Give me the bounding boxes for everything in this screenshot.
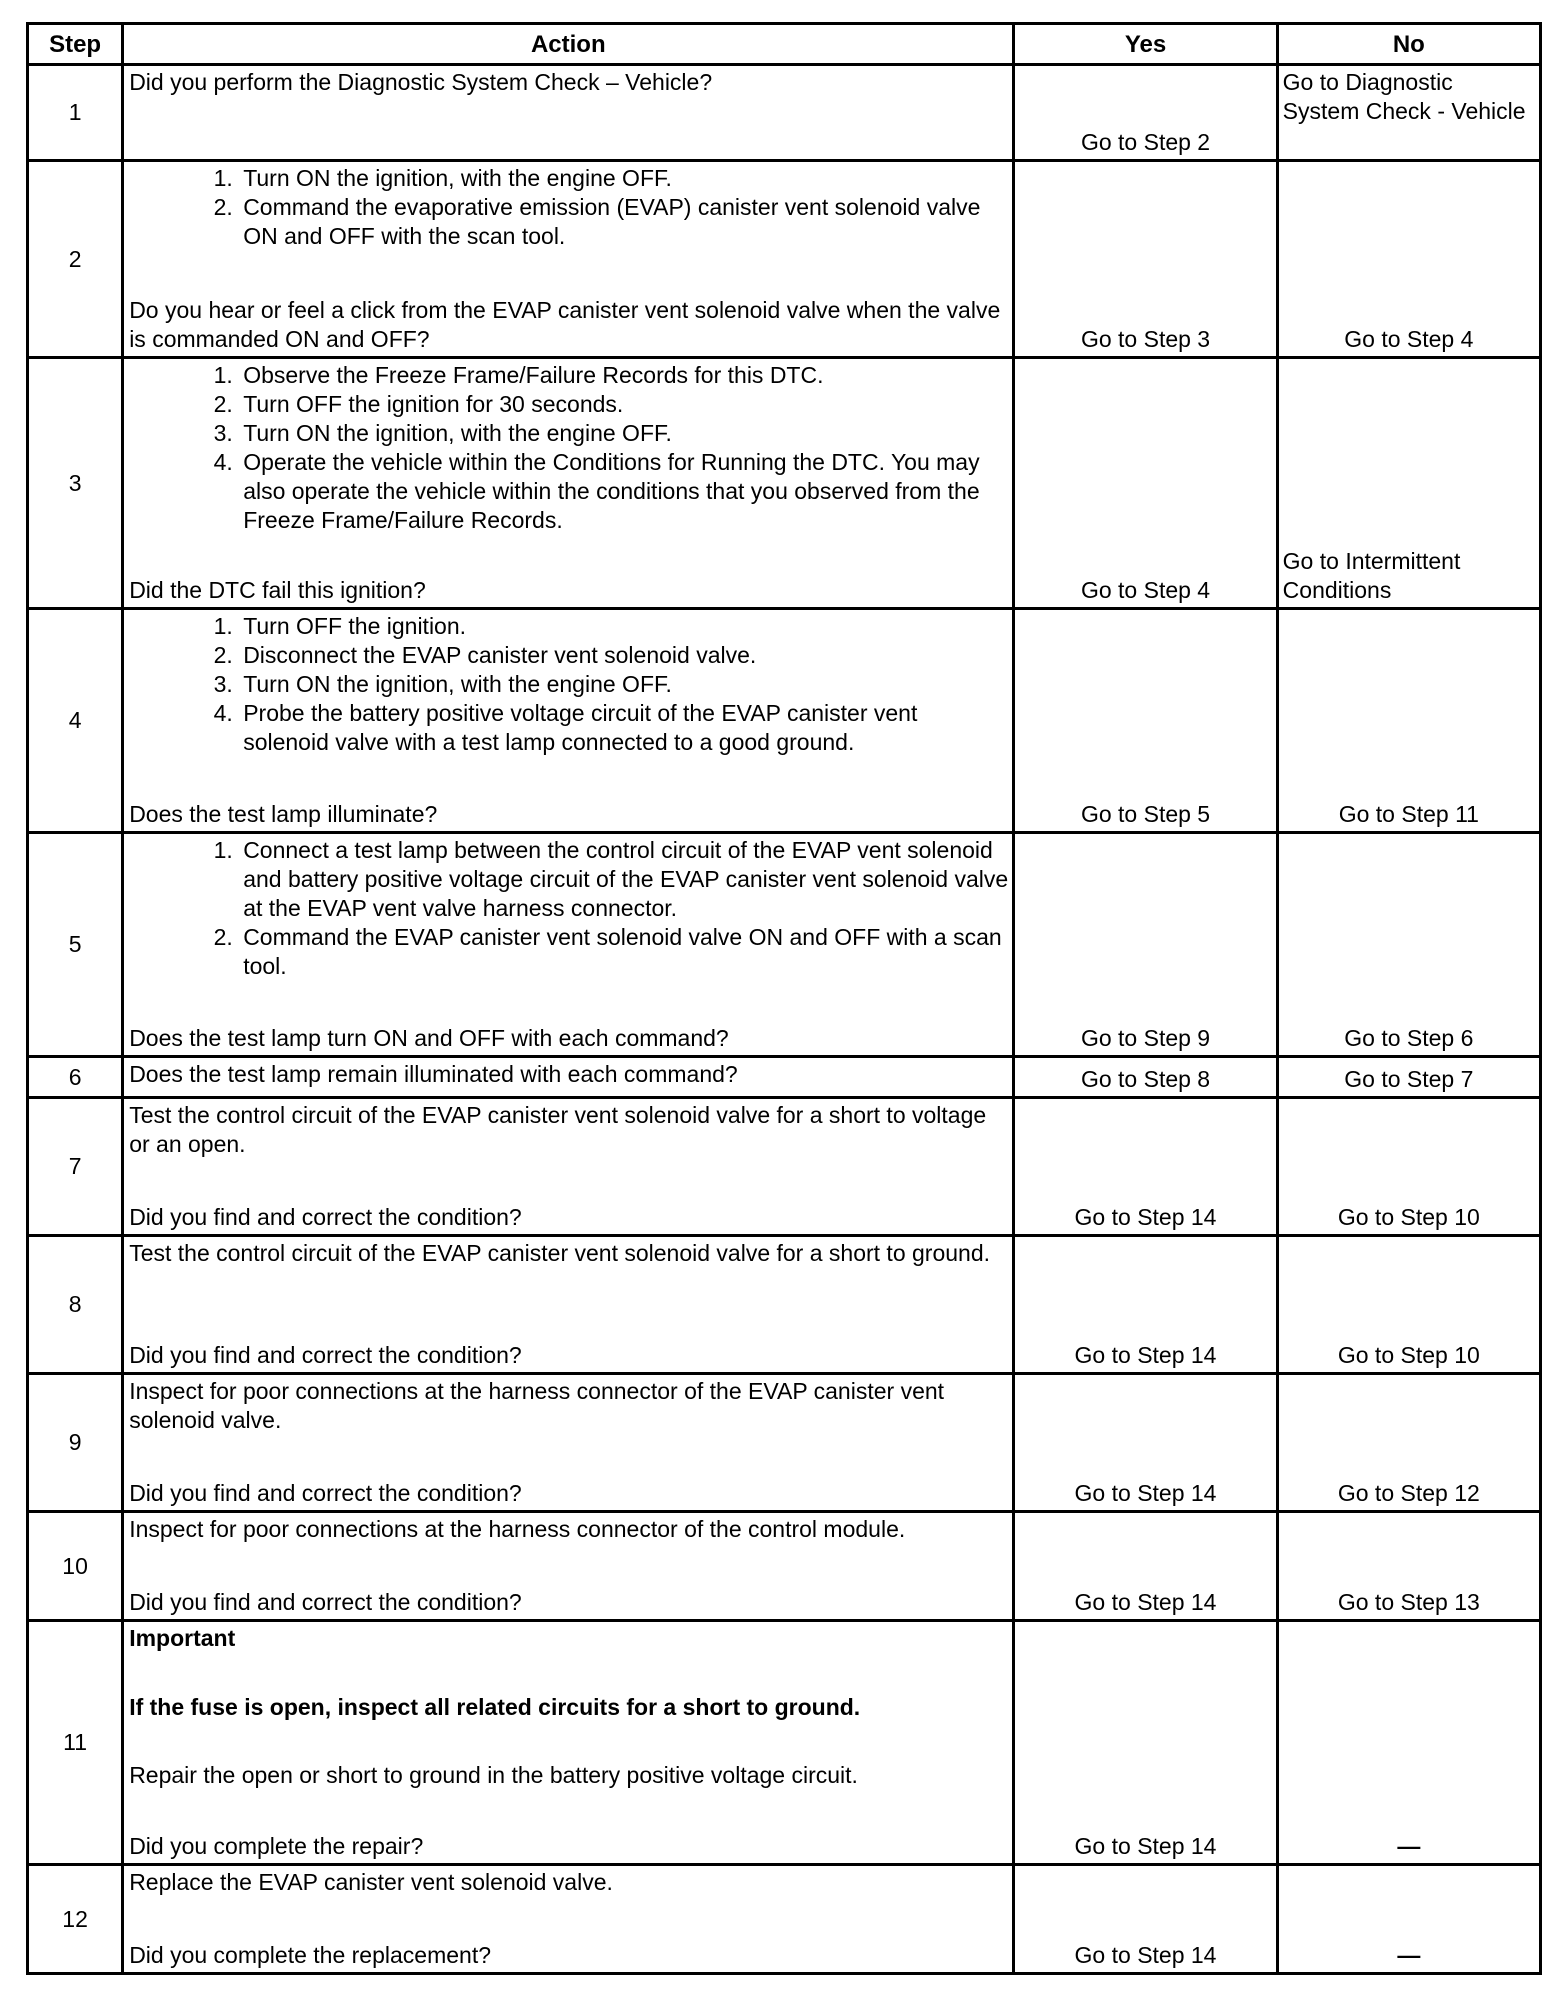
action-step: 2. Command the evaporative emission (EVAP) canister vent solenoid valve ON and OFF with the scan tool. (239, 193, 1008, 251)
question-text: Did the DTC fail this ignition? (129, 577, 426, 603)
step-number: 11 (28, 1621, 123, 1865)
yes-link[interactable]: Go to Step 14 (1074, 1480, 1217, 1506)
action-steps (129, 612, 1008, 757)
action-cell (123, 833, 1014, 1057)
header-row (28, 24, 1541, 65)
no-link[interactable]: Go to Step 11 (1338, 801, 1479, 827)
question-text: Did you find and correct the condition? (129, 1589, 522, 1615)
instruction-text: Test the control circuit of the EVAP canister vent solenoid valve for a short to voltage or an open. (129, 1102, 987, 1157)
header-yes: Yes (1014, 24, 1277, 65)
action-steps (129, 361, 1008, 535)
table-row (28, 1098, 1541, 1236)
action-cell (123, 65, 1014, 161)
no-cell (1277, 609, 1540, 833)
action-step: 1. Turn OFF the ignition. (239, 612, 1008, 641)
action-cell (123, 1512, 1014, 1621)
action-cell (123, 1098, 1014, 1236)
action-cell (123, 1236, 1014, 1374)
step-number: 2 (28, 161, 123, 358)
instruction-text: Inspect for poor connections at the harness connector of the EVAP canister vent solenoid valve. (129, 1378, 945, 1433)
yes-cell (1014, 1621, 1277, 1865)
question-text: Did you find and correct the condition? (129, 1204, 522, 1230)
yes-link[interactable]: Go to Step 2 (1080, 129, 1211, 155)
yes-cell (1014, 161, 1277, 358)
yes-link[interactable]: Go to Step 14 (1074, 1204, 1217, 1230)
question-text: Did you perform the Diagnostic System Check – Vehicle? (129, 69, 713, 95)
yes-link[interactable]: Go to Step 9 (1080, 1025, 1211, 1051)
question-text: Does the test lamp turn ON and OFF with each command? (129, 1025, 729, 1051)
no-cell (1277, 1621, 1540, 1865)
instruction-text: Test the control circuit of the EVAP canister vent solenoid valve for a short to ground. (129, 1240, 991, 1266)
no-cell (1277, 358, 1540, 609)
yes-link[interactable]: Go to Step 14 (1074, 1589, 1217, 1615)
yes-link[interactable]: Go to Step 8 (1080, 1066, 1211, 1092)
step-number: 8 (28, 1236, 123, 1374)
step-number: 7 (28, 1098, 123, 1236)
step-number: 6 (28, 1057, 123, 1098)
yes-link[interactable]: Go to Step 4 (1080, 577, 1211, 603)
no-link[interactable]: Go to Step 10 (1337, 1342, 1480, 1368)
action-step: 2. Command the EVAP canister vent solenoid valve ON and OFF with a scan tool. (239, 923, 1008, 981)
no-dash: — (1397, 1942, 1421, 1968)
action-step: 4. Operate the vehicle within the Conditions for Running the DTC. You may also operate the vehicle within the conditions that you observed from the Freeze Frame/Failure Records. (239, 448, 1008, 535)
table-row (28, 1621, 1541, 1865)
action-cell (123, 1374, 1014, 1512)
table-row (28, 1512, 1541, 1621)
table-row (28, 1236, 1541, 1374)
yes-cell (1014, 833, 1277, 1057)
action-step: 4. Probe the battery positive voltage circuit of the EVAP canister vent solenoid valve with a test lamp connected to a good ground. (239, 699, 1008, 757)
yes-cell (1014, 1098, 1277, 1236)
yes-cell (1014, 65, 1277, 161)
table-row (28, 609, 1541, 833)
table-row (28, 1057, 1541, 1098)
step-number: 3 (28, 358, 123, 609)
action-step: 2. Turn OFF the ignition for 30 seconds. (239, 390, 1008, 419)
yes-link[interactable]: Go to Step 14 (1074, 1833, 1217, 1859)
step-number: 10 (28, 1512, 123, 1621)
step-number: 5 (28, 833, 123, 1057)
action-cell (123, 161, 1014, 358)
instruction-text: Replace the EVAP canister vent solenoid valve. (129, 1869, 613, 1895)
yes-cell (1014, 609, 1277, 833)
no-cell (1277, 1098, 1540, 1236)
question-text: Does the test lamp remain illuminated with each command? (129, 1061, 738, 1087)
action-step: 1. Observe the Freeze Frame/Failure Records for this DTC. (239, 361, 1008, 390)
table-row (28, 1865, 1541, 1974)
yes-cell (1014, 1057, 1277, 1098)
no-dash: — (1397, 1833, 1421, 1859)
no-cell (1277, 161, 1540, 358)
no-link[interactable]: Go to Step 10 (1337, 1204, 1480, 1230)
diagnostic-table-page (26, 22, 1542, 1975)
step-number: 9 (28, 1374, 123, 1512)
action-steps (129, 836, 1008, 981)
table-row (28, 1374, 1541, 1512)
question-text: Did you find and correct the condition? (129, 1480, 522, 1506)
yes-link[interactable]: Go to Step 14 (1074, 1942, 1217, 1968)
no-link[interactable]: Go to Diagnostic System Check - Vehicle (1282, 69, 1526, 124)
action-step: 1. Connect a test lamp between the control circuit of the EVAP vent solenoid and battery positive voltage circuit of the EVAP canister vent solenoid valve at the EVAP vent valve harness connector. (239, 836, 1008, 923)
action-cell (123, 1057, 1014, 1098)
no-link[interactable]: Go to Step 7 (1344, 1066, 1474, 1092)
step-number: 4 (28, 609, 123, 833)
yes-link[interactable]: Go to Step 14 (1074, 1342, 1217, 1368)
table-row (28, 833, 1541, 1057)
instruction-text: Inspect for poor connections at the harness connector of the control module. (129, 1516, 906, 1542)
action-cell (123, 1865, 1014, 1974)
no-cell (1277, 1512, 1540, 1621)
header-action: Action (123, 24, 1014, 65)
no-cell (1277, 1374, 1540, 1512)
question-text: Did you find and correct the condition? (129, 1342, 522, 1368)
yes-cell (1014, 1374, 1277, 1512)
table-row (28, 358, 1541, 609)
step-number: 1 (28, 65, 123, 161)
yes-link[interactable]: Go to Step 5 (1080, 801, 1211, 827)
action-cell (123, 609, 1014, 833)
step-number: 12 (28, 1865, 123, 1974)
yes-cell (1014, 1512, 1277, 1621)
question-text: Does the test lamp illuminate? (129, 801, 438, 827)
yes-cell (1014, 1865, 1277, 1974)
no-cell (1277, 65, 1540, 161)
yes-cell (1014, 1236, 1277, 1374)
no-link[interactable]: Go to Step 13 (1337, 1589, 1480, 1615)
question-text: Did you complete the repair? (129, 1832, 424, 1859)
no-link[interactable]: Go to Intermittent Conditions (1282, 548, 1461, 603)
no-cell (1277, 833, 1540, 1057)
action-cell (123, 358, 1014, 609)
table-row (28, 161, 1541, 358)
header-step: Step (28, 24, 123, 65)
no-cell (1277, 1057, 1540, 1098)
no-link[interactable]: Go to Step 12 (1337, 1480, 1480, 1506)
question-text: Did you complete the replacement? (129, 1942, 491, 1968)
table-row (28, 65, 1541, 161)
diagnostic-table (26, 22, 1542, 1975)
action-steps (129, 164, 1008, 251)
important-label: Important (129, 1625, 236, 1651)
no-link[interactable]: Go to Step 4 (1344, 326, 1474, 352)
action-step: 1. Turn ON the ignition, with the engine OFF. (239, 164, 1008, 193)
action-step: 3. Turn ON the ignition, with the engine OFF. (239, 670, 1008, 699)
no-cell (1277, 1865, 1540, 1974)
action-cell (123, 1621, 1014, 1865)
no-link[interactable]: Go to Step 6 (1344, 1025, 1474, 1051)
action-step: 3. Turn ON the ignition, with the engine OFF. (239, 419, 1008, 448)
no-cell (1277, 1236, 1540, 1374)
question-text: Do you hear or feel a click from the EVAP canister vent solenoid valve when the valve is commanded ON and OFF? (129, 297, 1001, 352)
instruction-text: Repair the open or short to ground in the battery positive voltage circuit. (129, 1762, 858, 1789)
important-text: If the fuse is open, inspect all related circuits for a short to ground. (129, 1693, 861, 1720)
header-no: No (1277, 24, 1540, 65)
action-step: 2. Disconnect the EVAP canister vent solenoid valve. (239, 641, 1008, 670)
yes-link[interactable]: Go to Step 3 (1080, 326, 1211, 352)
yes-cell (1014, 358, 1277, 609)
